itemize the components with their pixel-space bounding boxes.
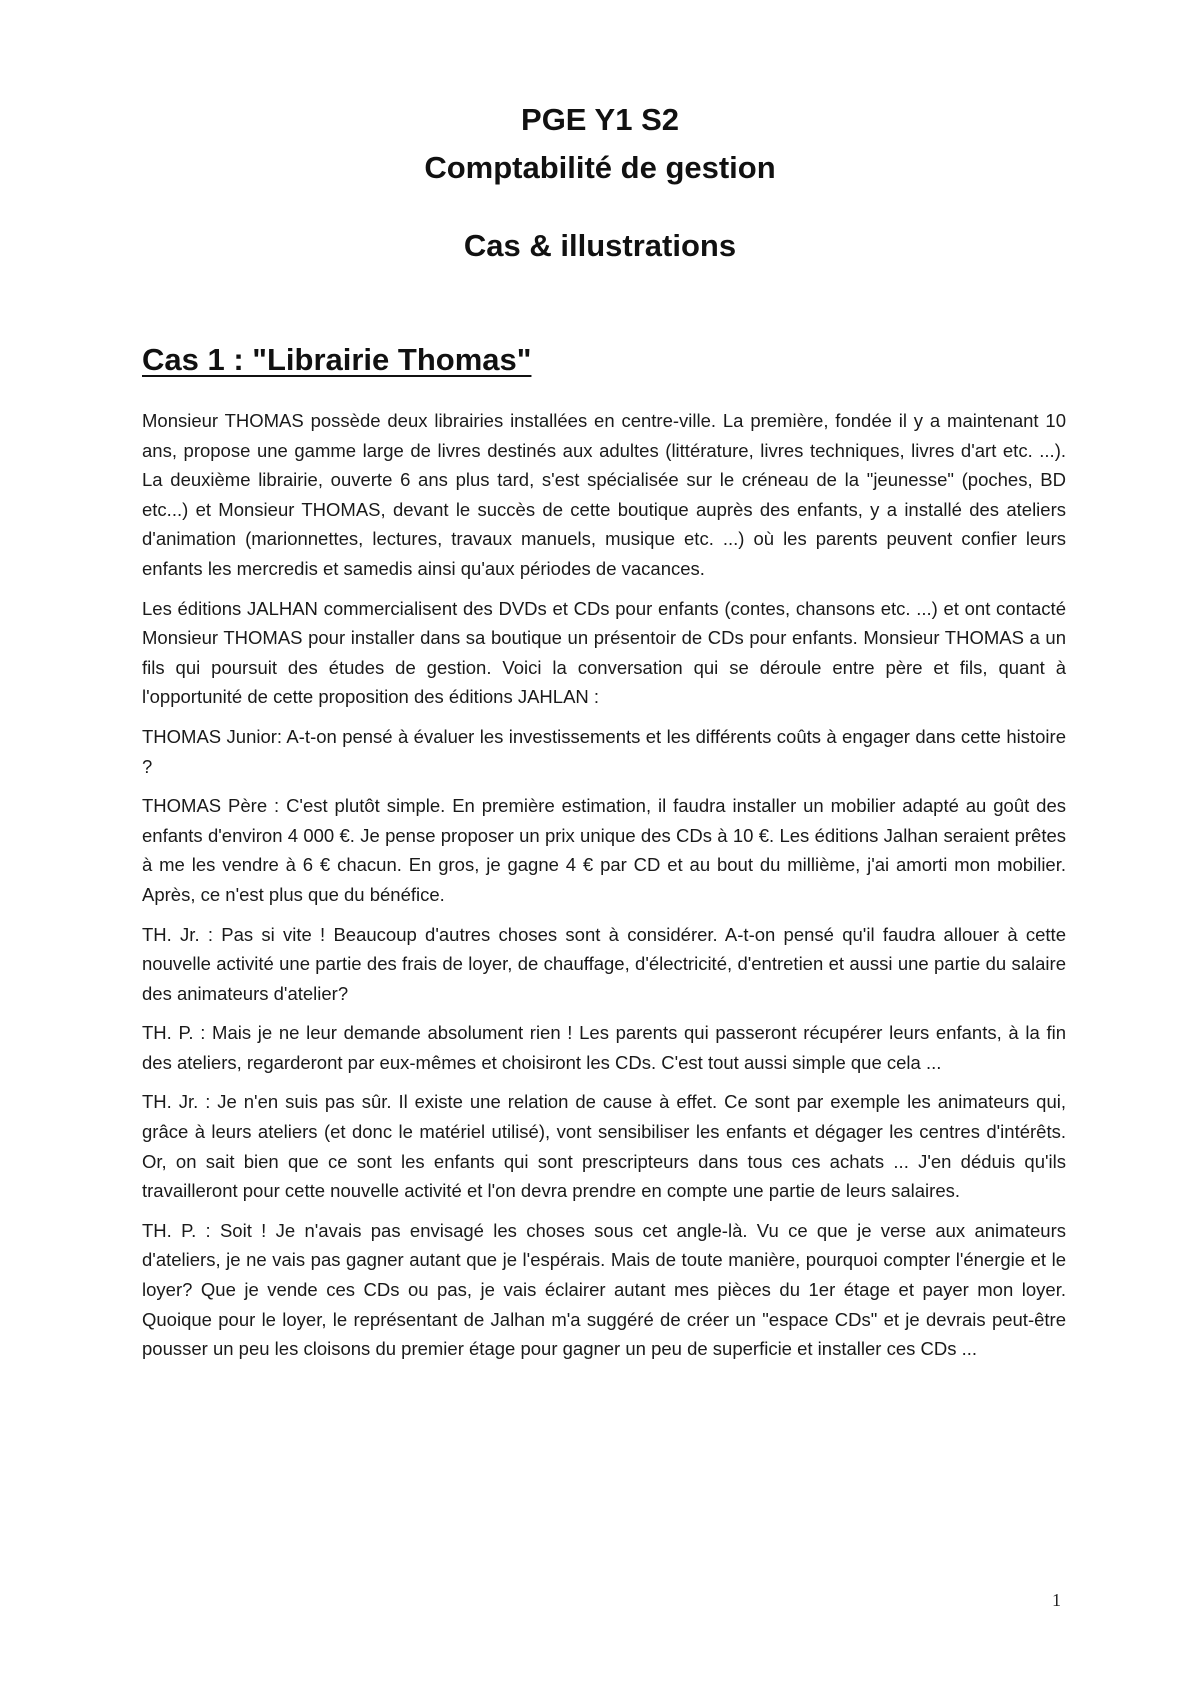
course-title: Comptabilité de gestion — [424, 150, 776, 185]
paragraph: THOMAS Père : C'est plutôt simple. En première estimation, il faudra installer un mobilier adapté au goût des enfants d'environ 4 000 €. Je pense proposer un prix unique des CDs à 10 €. Les éditions Jalhan seraient prêtes à me les vendre à 6 € chacun. En gros, je gagne 4 € par CD et au bout du millième, j'ai amorti mon mobilier. Après, ce n'est plus que du bénéfice. — [142, 795, 1066, 905]
document-header — [0, 96, 1200, 270]
paragraph: TH. Jr. : Je n'en suis pas sûr. Il existe une relation de cause à effet. Ce sont par exemple les animateurs qui, grâce à leurs ateliers (et donc le matériel utilisé), vont sensibiliser les enfants et dégager les centres d'intérêts. Or, on sait bien que ce sont les enfants qui sont prescripteurs dans tous ces achats ... J'en déduis qu'ils travailleront pour cette nouvelle activité et l'on devra prendre en compte une partie de leurs salaires. — [142, 1091, 1066, 1202]
paragraph: TH. P. : Mais je ne leur demande absolument rien ! Les parents qui passeront récupérer leurs enfants, à la fin des ateliers, regarderont par eux-mêmes et choisiront les CDs. C'est tout aussi simple que cela ... — [142, 1022, 1066, 1073]
paragraph: Les éditions JALHAN commercialisent des DVDs et CDs pour enfants (contes, chansons etc. ...) et ont contacté Monsieur THOMAS pour installer dans sa boutique un présentoir de CDs pour enfants. Monsieur THOMAS a un fils qui poursuit des études de gestion. Voici la conversation qui se déroule entre père et fils, quant à l'opportunité de cette proposition des éditions JAHLAN : — [142, 597, 1066, 708]
paragraph: TH. P. : Soit ! Je n'avais pas envisagé les choses sous cet angle-là. Vu ce que je verse aux animateurs d'ateliers, je ne vais pas gagner autant que je l'espérais. Mais de toute manière, pourquoi compter l'énergie et le loyer? Que je vende ces CDs ou pas, je vais éclairer autant mes pièces du 1er étage et payer mon loyer. Quoique pour le loyer, le représentant de Jalhan m'a suggéré de créer un "espace CDs" et je devrais peut-être pousser un peu les cloisons du premier étage pour gagner un peu de superficie et installer ces CDs ... — [142, 1219, 1066, 1360]
document-subtitle: Cas & illustrations — [463, 228, 737, 263]
page-number: 1 — [1052, 1590, 1061, 1610]
course-code: PGE Y1 S2 — [521, 102, 679, 137]
case-body — [142, 406, 1066, 1374]
paragraph: TH. Jr. : Pas si vite ! Beaucoup d'autres choses sont à considérer. A-t-on pensé qu'il faudra allouer à cette nouvelle activité une partie des frais de loyer, de chauffage, d'électricité, d'entretien et aussi une partie du salaire des animateurs d'atelier? — [142, 923, 1066, 1004]
case-heading: Cas 1 : "Librairie Thomas" — [142, 342, 532, 377]
paragraph: THOMAS Junior: A-t-on pensé à évaluer les investissements et les différents coûts à engager dans cette histoire ? — [142, 725, 1066, 777]
paragraph: Monsieur THOMAS possède deux librairies installées en centre-ville. La première, fondée il y a maintenant 10 ans, propose une gamme large de livres destinés aux adultes (littérature, livres techniques, livres d'art etc. ...). La deuxième librairie, ouverte 6 ans plus tard, s'est spécialisée sur le créneau de la "jeunesse" (poches, BD etc...) et Monsieur THOMAS, devant le succès de cette boutique auprès des enfants, y a installé des ateliers d'animation (marionnettes, lectures, travaux manuels, musique etc. ...) où les parents peuvent confier leurs enfants les mercredis et samedis ainsi qu'aux périodes de vacances. — [142, 410, 1066, 579]
